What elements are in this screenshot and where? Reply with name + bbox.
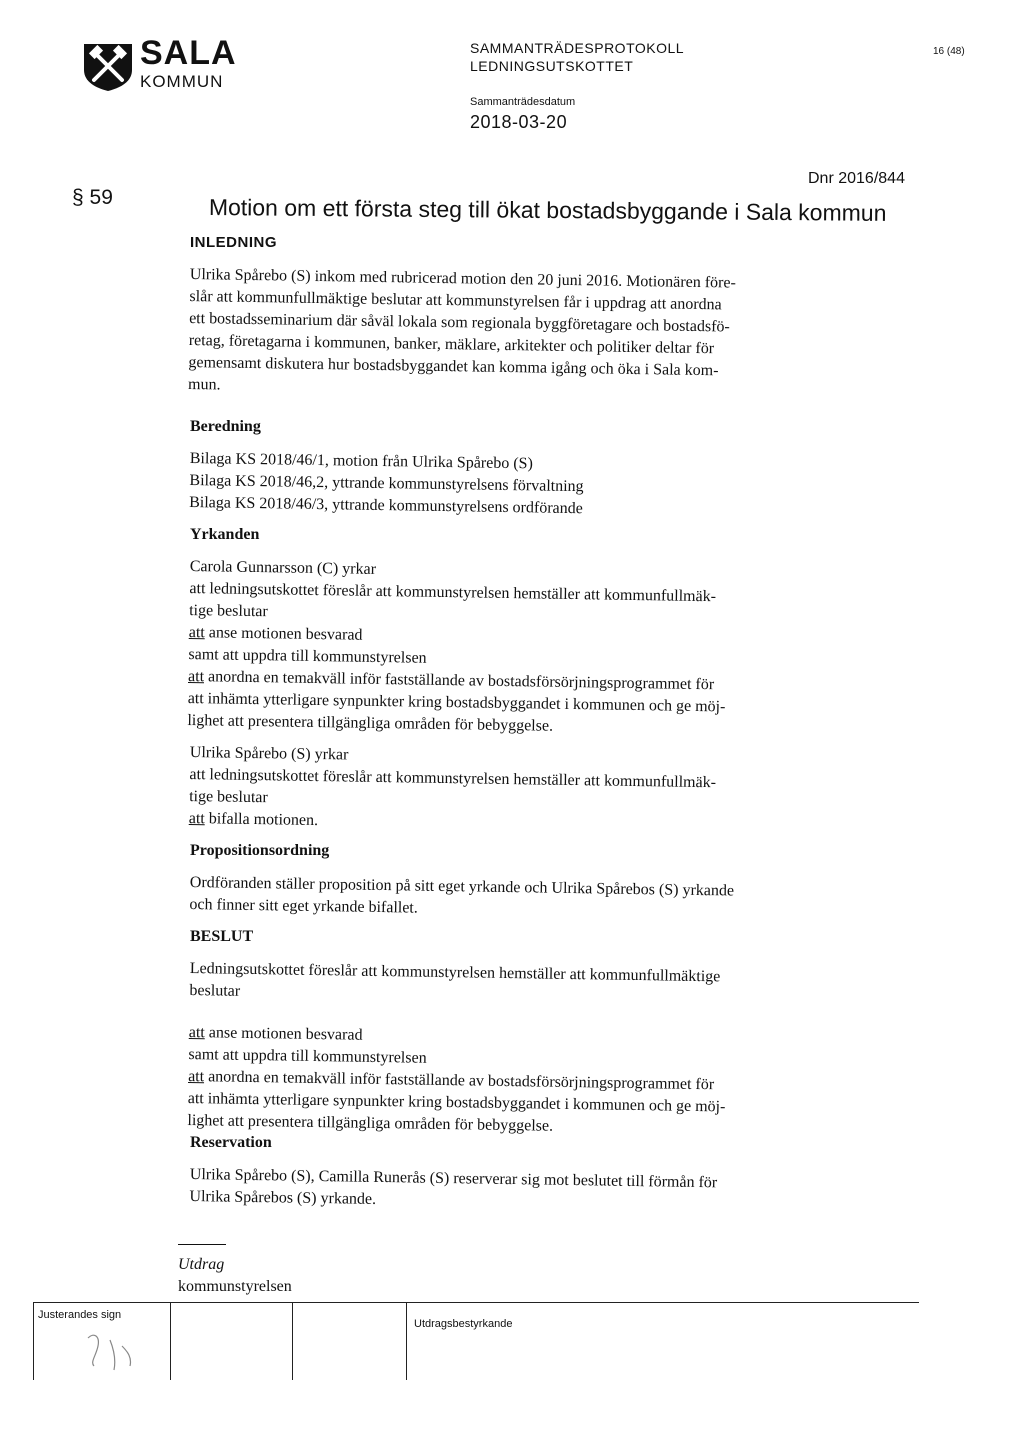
page-number: 16 (48)	[933, 46, 965, 57]
attachment-item: Bilaga KS 2018/46/3, yttrande kommunstyrelsens ordförande	[189, 493, 583, 518]
date-label: Sammanträdesdatum	[470, 96, 576, 108]
reservation-text	[189, 1164, 890, 1219]
case-number: Dnr 2016/844	[808, 170, 905, 187]
text-line: Ulrika Spårebos (S) yrkande.	[189, 1187, 377, 1208]
att-text: anse motionen besvarad	[204, 1024, 363, 1044]
att-text: anse motionen besvarad	[204, 624, 363, 644]
text-line: Ulrika Spårebo (S), Camilla Runerås (S) reserverar sig mot beslutet till förmån för	[189, 1165, 718, 1192]
text-line: att ledningsutskottet föreslår att kommunstyrelsen hemställer att kommunfullmäk-	[189, 579, 717, 606]
meeting-date: 2018-03-20	[470, 112, 568, 132]
text-line: slår att kommunfullmäktige beslutar att kommunstyrelsen får i uppdrag att anordna	[189, 287, 722, 314]
text-line: att ledningsutskottet föreslår att kommunstyrelsen hemställer att kommunfullmäk-	[189, 765, 717, 792]
footer-divider	[33, 1302, 34, 1380]
att-word: att	[188, 1067, 205, 1086]
propositionsordning-heading: Propositionsordning	[190, 842, 330, 859]
text-line: Ulrika Spårebo (S) inkom med rubricerad motion den 20 juni 2016. Motionären före-	[189, 265, 736, 292]
beredning-heading: Beredning	[190, 418, 261, 435]
footer-divider	[292, 1302, 293, 1380]
inledning-text	[188, 264, 890, 407]
text-line: Carola Gunnarsson (C) yrkar	[189, 557, 377, 578]
text-line: tige beslutar	[189, 601, 268, 621]
att-word: att	[187, 667, 205, 686]
footer-divider	[170, 1302, 171, 1380]
reservation-heading: Reservation	[190, 1134, 272, 1151]
text-line: ett bostadsseminarium där såväl lokala som regionala byggföretagare och bostadsfö-	[189, 309, 730, 336]
document-body: LEDNINGSUTSKOTTET	[470, 58, 634, 74]
text-line: gemensamt diskutera hur bostadsbyggandet kan komma igång och öka i Sala kom-	[188, 353, 719, 380]
utdrag-recipient: kommunstyrelsen	[178, 1278, 292, 1295]
extract-certification-label: Utdragsbestyrkande	[414, 1318, 513, 1330]
attachment-item: Bilaga KS 2018/46/1, motion från Ulrika Spårebo (S)	[189, 449, 533, 473]
document-type: SAMMANTRÄDESPROTOKOLL	[470, 40, 685, 56]
divider	[178, 1244, 226, 1245]
footer-rule	[33, 1302, 919, 1303]
text-line: Ordföranden ställer proposition på sitt eget yrkande och Ulrika Spårebos (S) yrkande	[189, 873, 735, 900]
yrkande-ulrika	[189, 742, 890, 841]
beslut-text	[187, 958, 890, 1143]
logo-name: SALA	[140, 34, 237, 72]
text-line: samt att uppdra till kommunstyrelsen	[188, 1045, 427, 1067]
text-line: att inhämta ytterligare synpunkter kring bostadsbyggandet i kommunen och ge möj-	[187, 689, 726, 716]
signature-label: Justerandes sign	[38, 1309, 122, 1321]
att-text: anordna en temakväll inför fastställande av bostadsförsörjningsprogrammet för	[203, 668, 715, 694]
beredning-list	[189, 448, 890, 525]
inledning-heading: INLEDNING	[190, 234, 277, 251]
text-line: och finner sitt eget yrkande bifallet.	[189, 895, 418, 917]
logo-subtitle: KOMMUN	[140, 72, 224, 91]
att-text: bifalla motionen.	[204, 810, 319, 830]
text-line: mun.	[187, 375, 221, 394]
yrkanden-heading: Yrkanden	[190, 526, 260, 543]
text-line: beslutar	[189, 981, 241, 1000]
footer-divider	[406, 1302, 407, 1380]
beslut-heading: BESLUT	[190, 928, 254, 945]
protocol-content	[187, 232, 890, 1208]
text-line: Ledningsutskottet föreslår att kommunstyrelsen hemställer att kommunfullmäktige	[189, 959, 721, 986]
text-line: retag, företagarna i kommunen, banker, mäklare, arkitekter och politiker deltar för	[188, 331, 715, 358]
handwritten-initials-icon	[70, 1326, 160, 1376]
text-line: lighet att presentera tillgängliga områden för bebyggelse.	[187, 1111, 554, 1135]
text-line: lighet att presentera tillgängliga områden för bebyggelse.	[187, 711, 554, 735]
att-word: att	[188, 623, 205, 642]
crossed-hammers-crest-icon	[80, 40, 136, 92]
att-word: att	[188, 809, 205, 828]
yrkande-carola	[187, 556, 890, 743]
text-line: att inhämta ytterligare synpunkter kring bostadsbyggandet i kommunen och ge möj-	[187, 1089, 726, 1116]
text-line: Ulrika Spårebo (S) yrkar	[189, 743, 349, 764]
case-title: Motion om ett första steg till ökat bostadsbyggande i Sala kommun	[208, 194, 887, 226]
utdrag-label: Utdrag	[178, 1256, 225, 1273]
attachment-item: Bilaga KS 2018/46,2, yttrande kommunstyrelsens förvaltning	[189, 471, 584, 496]
text-line: samt att uppdra till kommunstyrelsen	[188, 645, 427, 667]
section-number: § 59	[72, 186, 113, 209]
text-line: tige beslutar	[189, 787, 268, 807]
att-word: att	[188, 1023, 205, 1042]
att-text: anordna en temakväll inför fastställande av bostadsförsörjningsprogrammet för	[204, 1068, 715, 1094]
